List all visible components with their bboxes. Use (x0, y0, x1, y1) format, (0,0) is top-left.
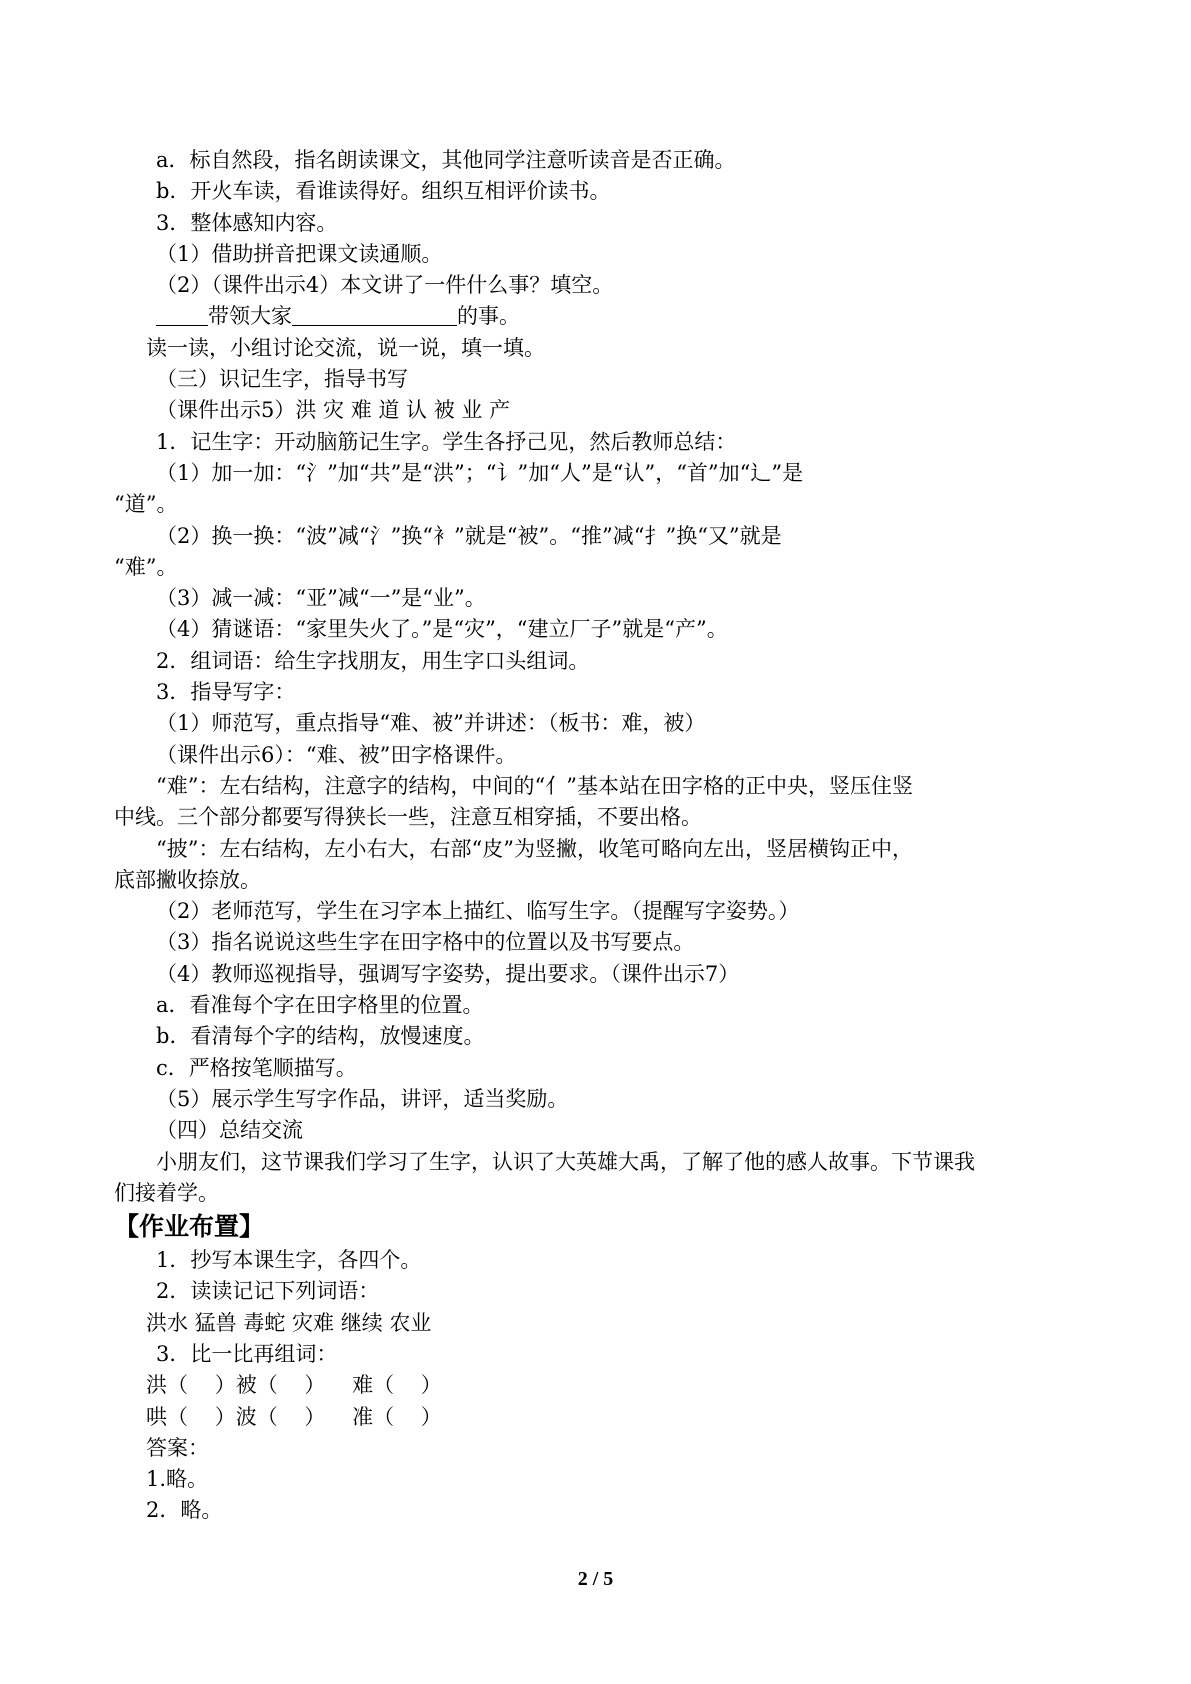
text-line: “难”。 (114, 554, 178, 579)
text-line: “难”：左右结构，注意字的结构，中间的“亻”基本站在田字格的正中央，竖压住竖 (156, 773, 913, 798)
text-line: 3．指导写字： (156, 680, 296, 705)
section-title: （四）总结交流 (156, 1118, 303, 1143)
fill-blank-text-2: 的事。 (457, 304, 520, 329)
text-line: “披”：左右结构，左小右大，右部“皮”为竖撇，收笔可略向左出，竖居横钩正中， (156, 836, 913, 861)
fill-blank-line (156, 301, 1081, 332)
answer-label: 答案： (146, 1435, 209, 1460)
text-line: （2）（课件出示4）本文讲了一件什么事？填空。 (156, 273, 614, 298)
text-line: （5）展示学生写字作品，讲评，适当奖励。 (156, 1086, 569, 1111)
homework-line: 洪水 猛兽 毒蛇 灾难 继续 农业 (146, 1310, 432, 1335)
text-line: （1）借助拼音把课文读通顺。 (156, 241, 443, 266)
document-body (114, 145, 1081, 1527)
homework-line: 1．抄写本课生字，各四个。 (156, 1248, 422, 1273)
text-line: （课件出示5）洪 灾 难 道 认 被 业 产 (156, 398, 511, 423)
text-line: （4）教师巡视指导，强调写字姿势，提出要求。（课件出示7） (156, 961, 740, 986)
text-line: 读一读，小组讨论交流，说一说，填一填。 (146, 335, 545, 360)
text-line: 2．组词语：给生字找朋友，用生字口头组词。 (156, 648, 590, 673)
blank-1 (156, 305, 208, 326)
text-line: （课件出示6）：“难、被”田字格课件。 (156, 742, 517, 767)
text-line: 小朋友们，这节课我们学习了生字，认识了大英雄大禹，了解了他的感人故事。下节课我 (156, 1149, 975, 1174)
text-line: 中线。三个部分都要写得狭长一些，注意互相穿插，不要出格。 (114, 805, 702, 830)
text-line: （3）指名说说这些生字在田字格中的位置以及书写要点。 (156, 930, 695, 955)
text-line: b．看清每个字的结构，放慢速度。 (156, 1024, 485, 1049)
text-line: “道”。 (114, 492, 178, 517)
text-line: 1．记生字：开动脑筋记生字。学生各抒己见，然后教师总结： (156, 429, 737, 454)
homework-line: 哄（ ）波（ ） 准（ ） (146, 1404, 442, 1429)
text-line: （4）猜谜语：“家里失火了。”是“灾”，“建立厂子”就是“产”。 (156, 617, 728, 642)
homework-line: 2．读读记记下列词语： (156, 1279, 380, 1304)
text-line: （2）换一换：“波”减“氵”换“衤”就是“被”。“推”减“扌”换“又”就是 (156, 523, 782, 548)
text-line: （1）师范写，重点指导“难、被”并讲述：（板书：难，被） (156, 711, 706, 736)
answer-line: 2．略。 (146, 1498, 223, 1523)
text-line: 3．整体感知内容。 (156, 210, 338, 235)
page-number: 2 / 5 (577, 1568, 614, 1590)
text-line: （3）减一减：“亚”减“一”是“业”。 (156, 586, 486, 611)
text-line: 们接着学。 (114, 1180, 219, 1205)
homework-heading: 【作业布置】 (114, 1212, 265, 1242)
homework-line: 3．比一比再组词： (156, 1341, 338, 1366)
text-line: （1）加一加：“氵”加“共”是“洪”；“讠”加“人”是“认”，“首”加“辶”是 (156, 460, 804, 485)
homework-line: 洪（ ）被（ ） 难（ ） (146, 1373, 442, 1398)
section-title: （三）识记生字，指导书写 (156, 367, 408, 392)
text-line: （2）老师范写，学生在习字本上描红、临写生字。（提醒写字姿势。） (156, 899, 800, 924)
text-line: a．看准每个字在田字格里的位置。 (156, 993, 484, 1018)
text-line: 底部撇收捺放。 (114, 867, 261, 892)
blank-2 (292, 305, 457, 326)
answer-line: 1.略。 (146, 1467, 209, 1492)
text-line: c．严格按笔顺描写。 (156, 1055, 357, 1080)
text-line: a．标自然段，指名朗读课文，其他同学注意听读音是否正确。 (156, 148, 736, 172)
fill-blank-text-1: 带领大家 (208, 304, 292, 329)
text-line: b．开火车读，看谁读得好。组织互相评价读书。 (156, 179, 611, 204)
